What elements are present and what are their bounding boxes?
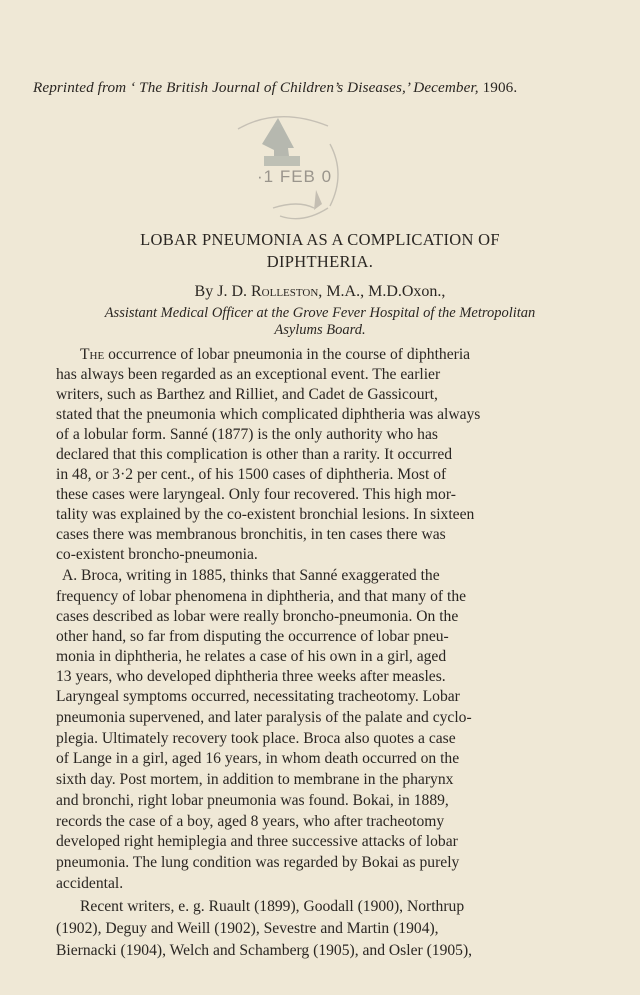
body-line-text: occurrence of lobar pneumonia in the course of diphtheria bbox=[104, 346, 471, 363]
body-line: writers, such as Barthez and Rilliet, and Cadet de Gassicourt, bbox=[56, 386, 438, 403]
body-line: frequency of lobar phenomena in diphtheria, and that many of the bbox=[56, 588, 467, 605]
body-line: stated that the pneumonia which complicated diphtheria was always bbox=[56, 406, 481, 423]
body-line: cases there was membranous bronchitis, in ten cases there was bbox=[56, 526, 446, 543]
affiliation-line: Asylums Board. bbox=[274, 322, 366, 338]
stamp-date-text: ·1 FEB 0 bbox=[257, 167, 333, 186]
body-line: records the case of a boy, aged 8 years, who after tracheotomy bbox=[56, 813, 445, 830]
body-line: A. Broca, writing in 1885, thinks that Sanné exaggerated the bbox=[62, 567, 440, 584]
body-line: Recent writers, e. g. Ruault (1899), Goodall (1900), Northrup bbox=[80, 898, 465, 915]
body-line: Laryngeal symptoms occurred, necessitating tracheotomy. Lobar bbox=[56, 688, 460, 705]
body-line: plegia. Ultimately recovery took place. Broca also quotes a case bbox=[56, 730, 456, 747]
body-line: cases described as lobar were really broncho-pneumonia. On the bbox=[56, 608, 459, 625]
body-line: monia in diphtheria, he relates a case of his own in a girl, aged bbox=[56, 648, 447, 665]
body-line: pneumonia supervened, and later paralysis of the palate and cyclo- bbox=[56, 709, 472, 726]
author-degrees: M.A., M.D.Oxon., bbox=[326, 283, 446, 300]
article-title bbox=[40, 229, 600, 273]
author-name: Rolleston, bbox=[251, 283, 323, 300]
body-line: declared that this complication is other than a rarity. It occurred bbox=[56, 446, 453, 463]
body-line: other hand, so far from disputing the occurrence of lobar pneu- bbox=[56, 628, 449, 645]
body-line: pneumonia. The lung condition was regarded by Bokai as purely bbox=[56, 854, 460, 871]
body-line: sixth day. Post mortem, in addition to membrane in the pharynx bbox=[56, 771, 454, 788]
body-line: has always been regarded as an exceptional event. The earlier bbox=[56, 366, 441, 383]
body-line: tality was explained by the co-existent bronchial lesions. In sixteen bbox=[56, 506, 475, 523]
body-line: in 48, or 3·2 per cent., of his 1500 cases of diphtheria. Most of bbox=[56, 466, 447, 483]
author-byline bbox=[40, 283, 600, 301]
body-line: of Lange in a girl, aged 16 years, in whom death occurred on the bbox=[56, 750, 460, 767]
body-line: 13 years, who developed diphtheria three weeks after measles. bbox=[56, 668, 446, 685]
title-line: LOBAR PNEUMONIA AS A COMPLICATION OF bbox=[140, 230, 500, 249]
body-line: Biernacki (1904), Welch and Schamberg (1905), and Osler (1905), bbox=[56, 942, 473, 959]
reprint-year: 1906. bbox=[482, 79, 518, 96]
reprint-notice bbox=[33, 79, 623, 97]
body-line: (1902), Deguy and Weill (1902), Sevestre and Martin (1904), bbox=[56, 920, 439, 937]
body-line: developed right hemiplegia and three successive attacks of lobar bbox=[56, 833, 458, 850]
title-line: DIPHTHERIA. bbox=[266, 252, 374, 271]
reprint-source: Reprinted from ‘ The British Journal of Children’s Diseases,’ December, bbox=[33, 79, 479, 96]
body-line: accidental. bbox=[56, 875, 124, 892]
body-line: these cases were laryngeal. Only four recovered. This high mor- bbox=[56, 486, 456, 503]
affiliation-line: Assistant Medical Officer at the Grove Fever Hospital of the Metropolitan bbox=[104, 305, 536, 321]
author-affiliation bbox=[70, 305, 570, 339]
body-line: co-existent broncho-pneumonia. bbox=[56, 546, 258, 563]
byline-prefix: By J. D. bbox=[194, 283, 247, 300]
body-line bbox=[80, 345, 470, 365]
body-line: of a lobular form. Sanné (1877) is the only authority who has bbox=[56, 426, 438, 443]
body-line: and bronchi, right lobar pneumonia was found. Bokai, in 1889, bbox=[56, 792, 449, 809]
body-lead-word: The bbox=[80, 346, 105, 363]
